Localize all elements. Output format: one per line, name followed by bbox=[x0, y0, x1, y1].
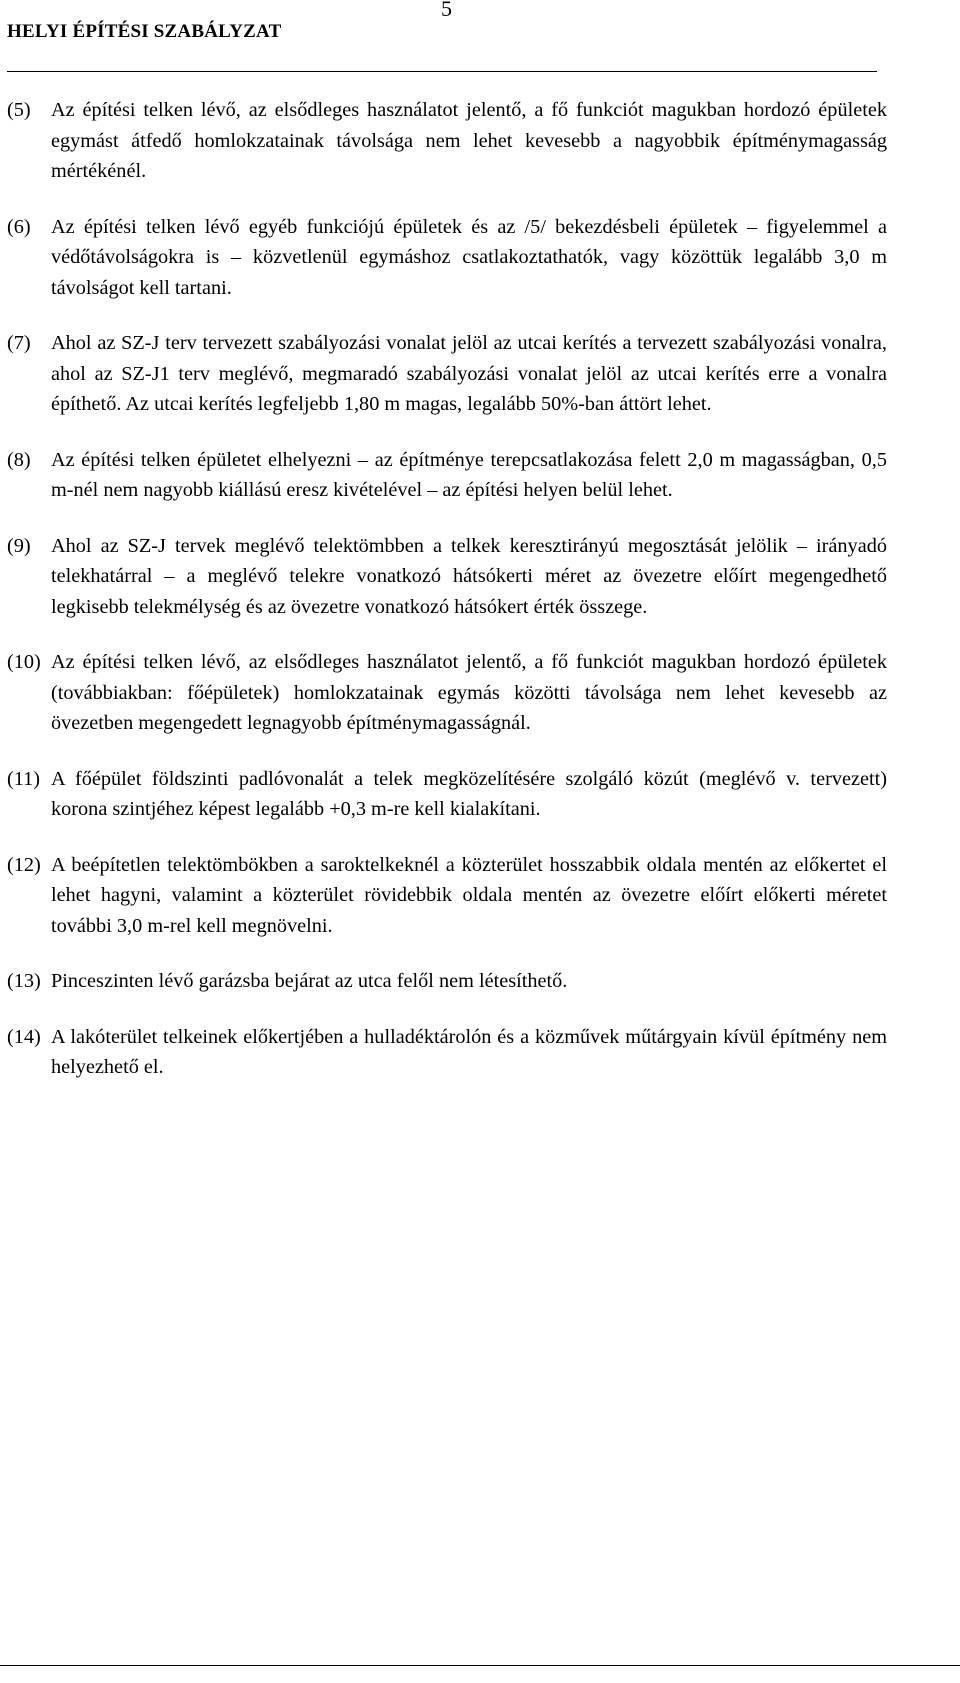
paragraph-number: (6) bbox=[7, 215, 31, 238]
paragraph-text: A főépület földszinti padlóvonalát a telek megközelítésére szolgáló közút (meglévő v. tervezett) korona szintjéhez képest legalább +0,3 m-re kell kialakítani. bbox=[51, 767, 887, 820]
paragraph-text: A beépítetlen telektömbökben a saroktelkeknél a közterület hosszabbik oldala mentén az előkertet el lehet hagyni, valamint a közterület rövidebbik oldala mentén az övezetre előírt előkerti méretet további 3,0 m-rel kell megnövelni. bbox=[51, 853, 887, 937]
paragraph-number: (9) bbox=[7, 534, 31, 557]
document-title: HELYI ÉPÍTÉSI SZABÁLYZAT bbox=[7, 21, 282, 42]
paragraph-text: Ahol az SZ-J tervek meglévő telektömbben a telkek keresztirányú megosztását jelölik – irányadó telekhatárral – a meglévő telekre vonatkozó hátsókerti méret az övezetre előírt megengedhető legkisebb telekmélység és az övezetre vonatkozó hátsókert érték összege. bbox=[51, 534, 887, 618]
paragraph-text: A lakóterület telkeinek előkertjében a hulladéktárolón és a közművek műtárgyain kívül építmény nem helyezhető el. bbox=[51, 1025, 887, 1078]
paragraph-number: (7) bbox=[7, 332, 31, 354]
paragraph-text: Az építési telken lévő egyéb funkciójú épületek és az /5/ bekezdésbeli épületek – figyelemmel a védőtávolságokra is – közvetlenül egymáshoz csatlakoztathatók, vagy közöttük legalább 3,0 m távolságot kell tartani. bbox=[51, 215, 887, 299]
header-divider bbox=[7, 71, 877, 72]
paragraph-13 bbox=[7, 966, 887, 997]
paragraph-10 bbox=[7, 647, 887, 739]
paragraph-text: Az építési telken lévő, az elsődleges használatot jelentő, a fő funkciót magukban hordozó épületek egymást átfedő homlokzatainak távolsága nem lehet kevesebb a nagyobbik építménymagasság mértékénél. bbox=[51, 99, 887, 182]
paragraph-number: (12) bbox=[7, 853, 41, 876]
footer-divider bbox=[0, 1665, 960, 1666]
paragraph-12 bbox=[7, 850, 887, 942]
paragraph-text: Ahol az SZ-J terv tervezett szabályozási vonalat jelöl az utcai kerítés a tervezett szabályozási vonalra, ahol az SZ-J1 terv meglévő, megmaradó szabályozási vonalat jelöl az utcai kerítés erre a vonalra építhető. Az utcai kerítés legfeljebb 1,80 m magas, legalább 50%-ban áttört lehet. bbox=[51, 332, 887, 415]
paragraph-6 bbox=[7, 212, 887, 304]
document-body bbox=[7, 95, 887, 1108]
paragraph-number: (13) bbox=[7, 970, 41, 992]
paragraph-8 bbox=[7, 445, 887, 506]
paragraph-number: (11) bbox=[7, 767, 41, 790]
paragraph-11 bbox=[7, 764, 887, 825]
paragraph-number: (8) bbox=[7, 448, 31, 471]
page-header bbox=[7, 0, 877, 72]
paragraph-number: (14) bbox=[7, 1025, 41, 1048]
paragraph-7 bbox=[7, 328, 887, 420]
paragraph-9 bbox=[7, 531, 887, 623]
paragraph-text: Pinceszinten lévő garázsba bejárat az utca felől nem létesíthető. bbox=[51, 970, 568, 992]
paragraph-text: Az építési telken épületet elhelyezni – az építménye terepcsatlakozása felett 2,0 m magasságban, 0,5 m-nél nem nagyobb kiállású eresz kivételével – az építési helyen belül lehet. bbox=[51, 448, 887, 501]
paragraph-number: (10) bbox=[7, 651, 41, 673]
paragraph-text: Az építési telken lévő, az elsődleges használatot jelentő, a fő funkciót magukban hordozó épületek (továbbiakban: főépületek) homlokzatainak egymás közötti távolsága nem lehet kevesebb az övezetben megengedett legnagyobb építménymagasságnál. bbox=[51, 651, 887, 734]
paragraph-5 bbox=[7, 95, 887, 187]
paragraph-number: (5) bbox=[7, 99, 31, 121]
paragraph-14 bbox=[7, 1022, 887, 1083]
page-number: 5 bbox=[441, 0, 452, 21]
